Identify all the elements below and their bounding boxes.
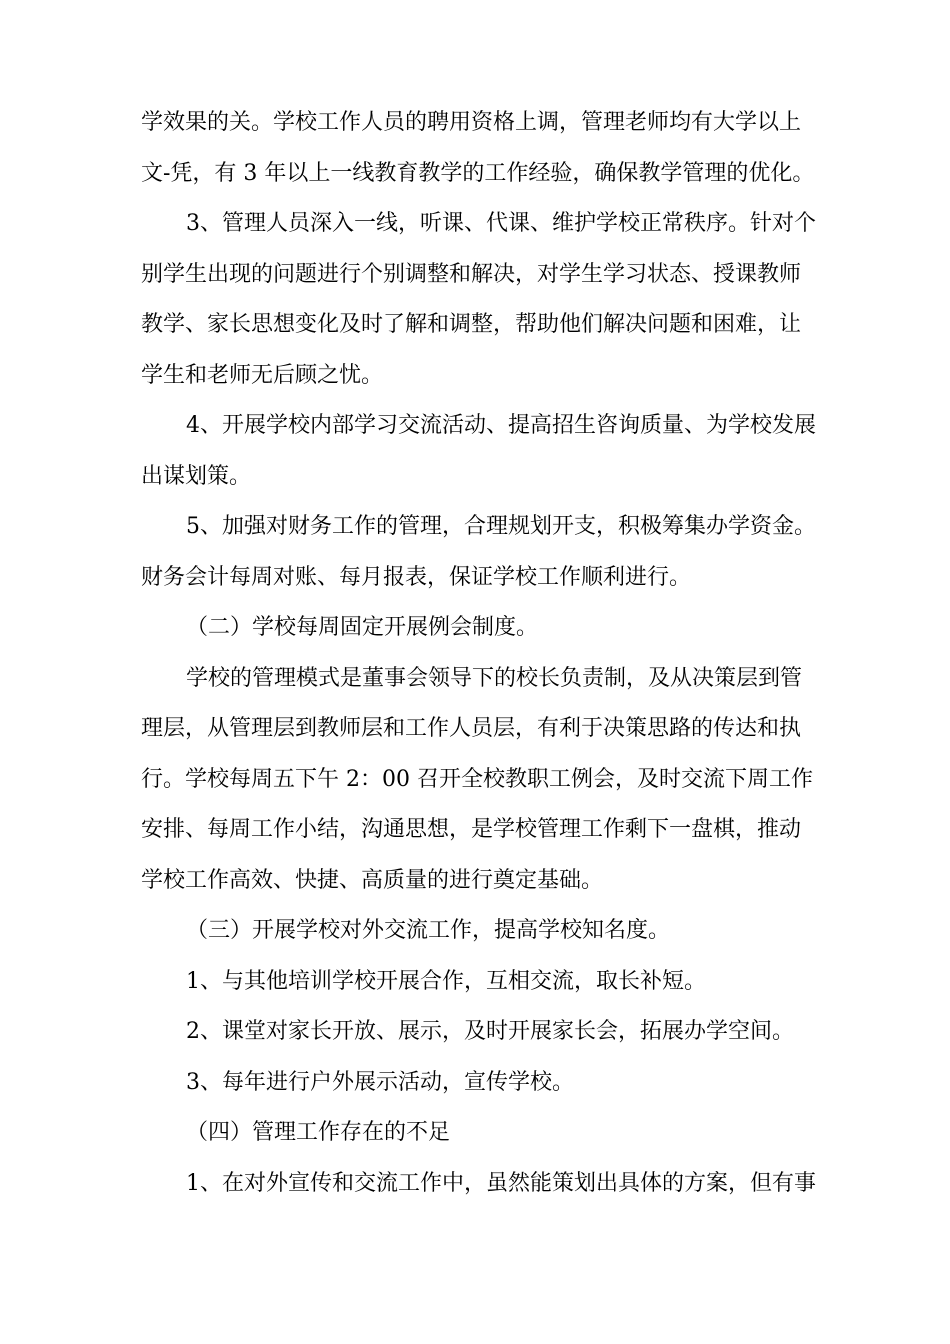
text-line: 出谋划策。	[141, 463, 252, 489]
text-line: 学生和老师无后顾之忧。	[141, 362, 384, 388]
text-line: 财务会计每周对账、每月报表，保证学校工作顺利进行。	[141, 564, 692, 590]
text-line: 教学、家长思想变化及时了解和调整，帮助他们解决问题和困难，让	[141, 312, 802, 337]
text-line: 学校工作高效、快捷、高质量的进行奠定基础。	[141, 867, 604, 893]
list-item-5-start: 5、加强对财务工作的管理，合理规划开支，积极筹集办学资金。	[186, 514, 816, 539]
list-item-3: 3、每年进行户外展示活动，宣传学校。	[186, 1069, 574, 1095]
text-line: 安排、每周工作小结，沟通思想，是学校管理工作剩下一盘棋，推动	[141, 817, 802, 842]
paragraph-start: 学校的管理模式是董事会领导下的校长负责制，及从决策层到管	[186, 665, 803, 691]
text-line: 行。学校每周五下午 2：00 召开全校教职工例会，及时交流下周工作	[141, 766, 813, 792]
text-line: 别学生出现的问题进行个别调整和解决，对学生学习状态、授课教师	[141, 261, 802, 287]
text-line: 学效果的关。学校工作人员的聘用资格上调，管理老师均有大学以上	[141, 110, 802, 135]
text-line: 理层，从管理层到教师层和工作人员层，有利于决策思路的传达和执	[141, 716, 802, 741]
text-line: 文-凭，有 3 年以上一线教育教学的工作经验，确保教学管理的优化。	[141, 160, 815, 186]
section-heading-2: （二）学校每周固定开展例会制度。	[186, 615, 539, 640]
list-item-1: 1、与其他培训学校开展合作，互相交流，取长补短。	[186, 968, 706, 994]
section-heading-4: （四）管理工作存在的不足	[186, 1120, 451, 1145]
list-item-3-start: 3、管理人员深入一线，听课、代课、维护学校正常秩序。针对个	[186, 211, 816, 236]
document-body	[141, 98, 831, 1209]
list-item-2: 2、课堂对家长开放、展示，及时开展家长会，拓展办学空间。	[186, 1019, 794, 1044]
list-item-1-start: 1、在对外宣传和交流工作中，虽然能策划出具体的方案，但有事	[186, 1170, 816, 1196]
section-heading-3: （三）开展学校对外交流工作，提高学校知名度。	[186, 918, 671, 943]
list-item-4-start: 4、开展学校内部学习交流活动、提高招生咨询质量、为学校发展	[186, 413, 816, 438]
